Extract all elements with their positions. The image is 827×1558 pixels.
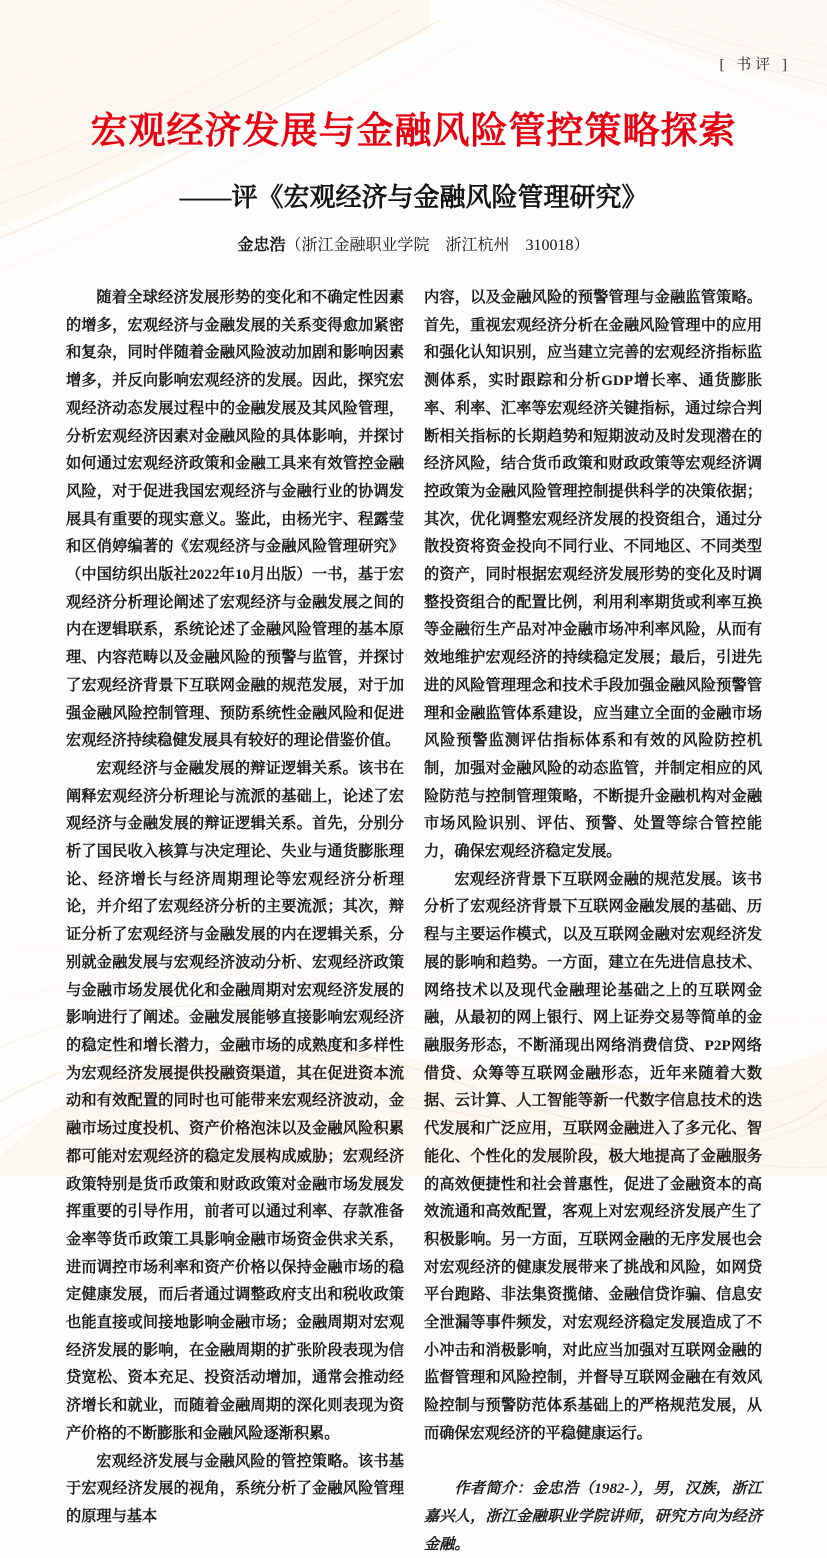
author-bio-text: 金忠浩（1982-），男，汉族，浙江嘉兴人，浙江金融职业学院讲师，研究方向为经济金融。 (424, 1480, 762, 1553)
author-bio-label: 作者简介： (454, 1480, 533, 1498)
body-columns (66, 284, 762, 1558)
author-bio (424, 1475, 762, 1558)
category-tag: [ 书评 ] (719, 57, 791, 73)
paragraph-control-strategy-continued: 内容，以及金融风险的预警管理与金融监管策略。首先，重视宏观经济分析在金融风险管理中的应用和强化认知识别，应当建立完善的宏观经济指标监测体系，实时跟踪和分析GDP增长率、通货膨胀率、利率、汇率等宏观经济关键指标，通过综合判断相关指标的长期趋势和短期波动及时发现潜在的经济风险，结合货币政策和财政政策等宏观经济调控政策为金融风险管理控制提供科学的决策依据；其次，优化调整宏观经济发展的投资组合，通过分散投资将资金投向不同行业、不同地区、不同类型的资产，同时根据宏观经济发展形势的变化及时调整投资组合的配置比例，利用利率期货或利率互换等金融衍生产品对冲金融市场冲利率风险，从而有效地维护宏观经济的持续稳定发展；最后，引进先进的风险管理理念和技术手段加强金融风险预警管理和金融监管体系建设，应当建立全面的金融市场风险预警监测评估指标体系和有效的风险防控机制，加强对金融风险的动态监管，并制定相应的风险防范与控制管理策略，不断提升金融机构对金融市场风险识别、评估、预警、处置等综合管控能力，确保宏观经济稳定发展。 (424, 289, 762, 861)
paragraph-internet-finance: 宏观经济背景下互联网金融的规范发展。该书分析了宏观经济背景下互联网金融发展的基础、历程与主要运作模式，以及互联网金融对宏观经济发展的影响和趋势。一方面，建立在先进信息技术、网络技术以及现代金融理论基础之上的互联网金融，从最初的网上银行、网上证券交易等简单的金融服务形态，不断涌现出网络消费信贷、P2P网络借贷、众筹等互联网金融形态，近年来随着大数据、云计算、人工智能等新一代数字信息技术的迭代发展和广泛应用，互联网金融进入了多元化、智能化、个性化的发展阶段，极大地提高了金融服务的高效便捷性和社会普惠性，促进了金融资本的高效流通和高效配置，客观上对宏观经济发展产生了积极影响。另一方面，互联网金融的无序发展也会对宏观经济的健康发展带来了挑战和风险，如网贷平台跑路、非法集资揽储、金融信贷诈骗、信息安全泄漏等事件频发，对宏观经济稳定发展造成了不小冲击和消极影响，对此应当加强对互联网金融的监督管理和风险控制，并督导互联网金融在有效风险控制与预警防范体系基础上的严格规范发展，从而确保宏观经济的平稳健康运行。 (424, 870, 762, 1442)
right-column (424, 284, 762, 1558)
article-title: 宏观经济发展与金融风险管控策略探索 (90, 110, 737, 151)
paragraph-intro: 随着全球经济发展形势的变化和不确定性因素的增多，宏观经济与金融发展的关系变得愈加紧密和复杂，同时伴随着金融风险波动加剧和影响因素增多，并反向影响宏观经济的发展。因此，探究宏观经济动态发展过程中的金融发展及其风险管理，分析宏观经济因素对金融风险的具体影响，并探讨如何通过宏观经济政策和金融工具来有效管控金融风险，对于促进我国宏观经济与金融行业的协调发展具有重要的现实意义。鉴此，由杨光宇、程露莹和区俏婷编著的《宏观经济与金融风险管理研究》（中国纺织出版社2022年10月出版）一书，基于宏观经济分析理论阐述了宏观经济与金融发展之间的内在逻辑联系，系统论述了金融风险管理的基本原理、内容范畴以及金融风险的预警与监管，并探讨了宏观经济背景下互联网金融的规范发展，对于加强金融风险控制管理、预防系统性金融风险和促进宏观经济持续稳健发展具有较好的理论借鉴价值。 (66, 289, 404, 750)
left-column (66, 284, 404, 1558)
author-name: 金忠浩 (237, 237, 286, 254)
author-affiliation: （浙江金融职业学院 浙江杭州 310018） (285, 237, 590, 254)
article-subtitle: ——评《宏观经济与金融风险管理研究》 (179, 183, 648, 212)
author-line (0, 232, 827, 255)
paragraph-dialectic-relation: 宏观经济与金融发展的辩证逻辑关系。该书在阐释宏观经济分析理论与流派的基础上，论述了宏观经济与金融发展的辩证逻辑关系。首先，分别分析了国民收入核算与决定理论、失业与通货膨胀理论、经济增长与经济周期理论等宏观经济分析理论，并介绍了宏观经济分析的主要流派；其次，辩证分析了宏观经济与金融发展的内在逻辑关系，分别就金融发展与宏观经济波动分析、宏观经济政策与金融市场发展优化和金融周期对宏观经济发展的影响进行了阐述。金融发展能够直接影响宏观经济的稳定性和增长潜力，金融市场的成熟度和多样性为宏观经济发展提供投融资渠道，其在促进资本流动和有效配置的同时也可能带来宏观经济波动，金融市场过度投机、资产价格泡沫以及金融风险积累都可能对宏观经济的稳定发展构成威胁；宏观经济政策特别是货币政策和财政政策对金融市场发展发挥重要的引导作用，前者可以通过利率、存款准备金率等货币政策工具影响金融市场资金供求关系，进而调控市场利率和资产价格以保持金融市场的稳定健康发展，而后者通过调整政府支出和税收政策也能直接或间接地影响金融市场；金融周期对宏观经济发展的影响，在金融周期的扩张阶段表现为信贷宽松、资本充足、投资活动增加，通常会推动经济增长和就业，而随着金融周期的深化则表现为资产价格的不断膨胀和金融风险逐渐积累。 (66, 759, 404, 1442)
paragraph-control-strategy-start: 宏观经济发展与金融风险的管控策略。该书基于宏观经济发展的视角，系统分析了金融风险管理的原理与基本 (66, 1452, 404, 1525)
